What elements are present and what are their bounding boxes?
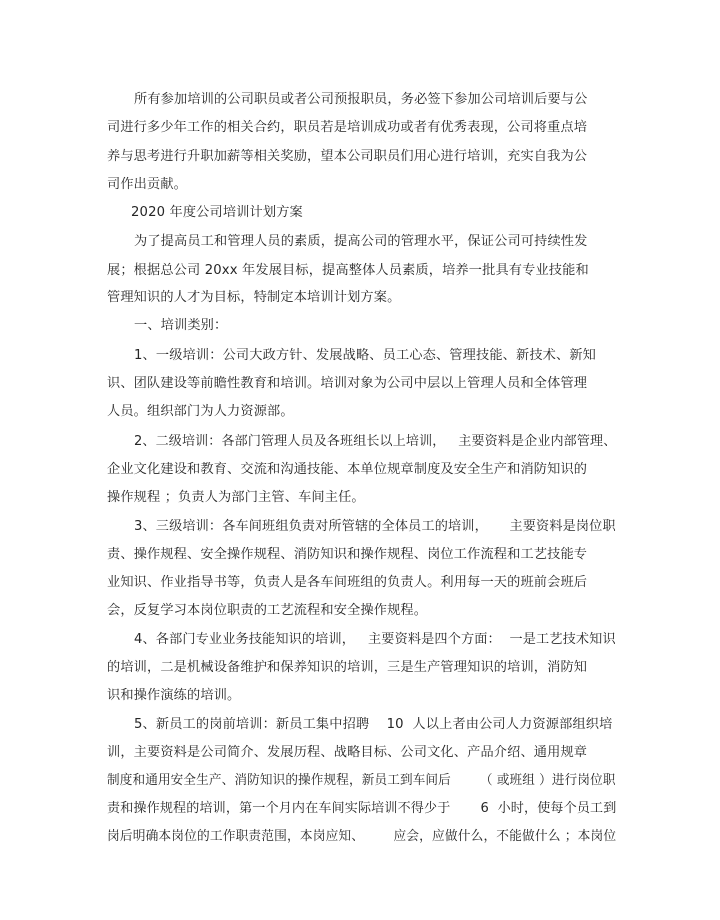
text-line: 操作规程 ；负责人为部门主管、车间主任。 [107,490,365,505]
text-line: 责、操作规程、安全操作规程、消防知识和操作规程、岗位工作流程和工艺技能专 [107,547,588,562]
text-line: 5、新员工的岗前培训：新员工集中招聘 10 人以上者由公司人力资源部组织培 [134,717,613,732]
text-line: 4、各部门专业业务技能知识的培训， 主要资料是四个方面： 一是工艺技术知识 [134,632,616,647]
text-line: 所有参加培训的公司职员或者公司预报职员，务必签下参加公司培训后要与公 [134,92,588,107]
text-line: 管理知识的人才为目标，特制定本培训计划方案。 [107,290,401,305]
text-line: 岗后明确本岗位的工作职责范围，本岗应知、 应会，应做什么，不能做什么 ；本岗位 [107,829,617,844]
text-line: 3、三级培训：各车间班组负责对所管辖的全体员工的培训， 主要资料是岗位职 [134,519,616,534]
text-line: 司进行多少年工作的相关合约，职员若是培训成功或者有优秀表现，公司将重点培 [107,120,588,135]
text-line: 责和操作规程的培训，第一个月内在车间实际培训不得少于 6 小时，使每个员工到 [107,801,617,816]
text-line: 会，反复学习本岗位职责的工艺流程和安全操作规程。 [107,603,428,618]
text-line: 1、一级培训：公司大政方针、发展战略、员工心态、管理技能、新技术、新知 [134,348,597,363]
text-line: 企业文化建设和教育、交流和沟通技能、本单位规章制度及安全生产和消防知识的 [107,462,588,477]
plan-title: 2020 年度公司培训计划方案 [131,205,303,220]
text-line: 养与思考进行升职加薪等相关奖励，望本公司职员们用心进行培训，充实自我为公 [107,149,588,164]
text-line: 业知识、作业指导书等，负责人是各车间班组的负责人。利用每一天的班前会班后 [107,575,588,590]
text-line: 训，主要资料是公司简介、发展历程、战略目标、公司文化、产品介绍、通用规章 [107,745,588,760]
text-line: 为了提高员工和管理人员的素质，提高公司的管理水平，保证公司可持续性发 [134,234,588,249]
text-line: 识、团队建设等前瞻性教育和培训。培训对象为公司中层以上管理人员和全体管理 [107,376,588,391]
text-line: 人员。组织部门为人力资源部。 [107,404,294,419]
text-line: 展；根据总公司 20xx 年发展目标，提高整体人员素质，培养一批具有专业技能和 [107,263,589,278]
text-line: 识和操作演练的培训。 [107,688,241,703]
section-heading-training-categories: 一、培训类别： [134,318,228,333]
text-line: 2、二级培训：各部门管理人员及各班组长以上培训， 主要资料是企业内部管理、 [134,434,617,449]
text-line: 的培训，二是机械设备维护和保养知识的培训，三是生产管理知识的培训，消防知 [107,660,588,675]
text-line: 司作出贡献。 [107,177,188,192]
text-line: 制度和通用安全生产、消防知识的操作规程，新员工到车间后 （ 或班组 ）进行岗位职 [107,773,616,788]
